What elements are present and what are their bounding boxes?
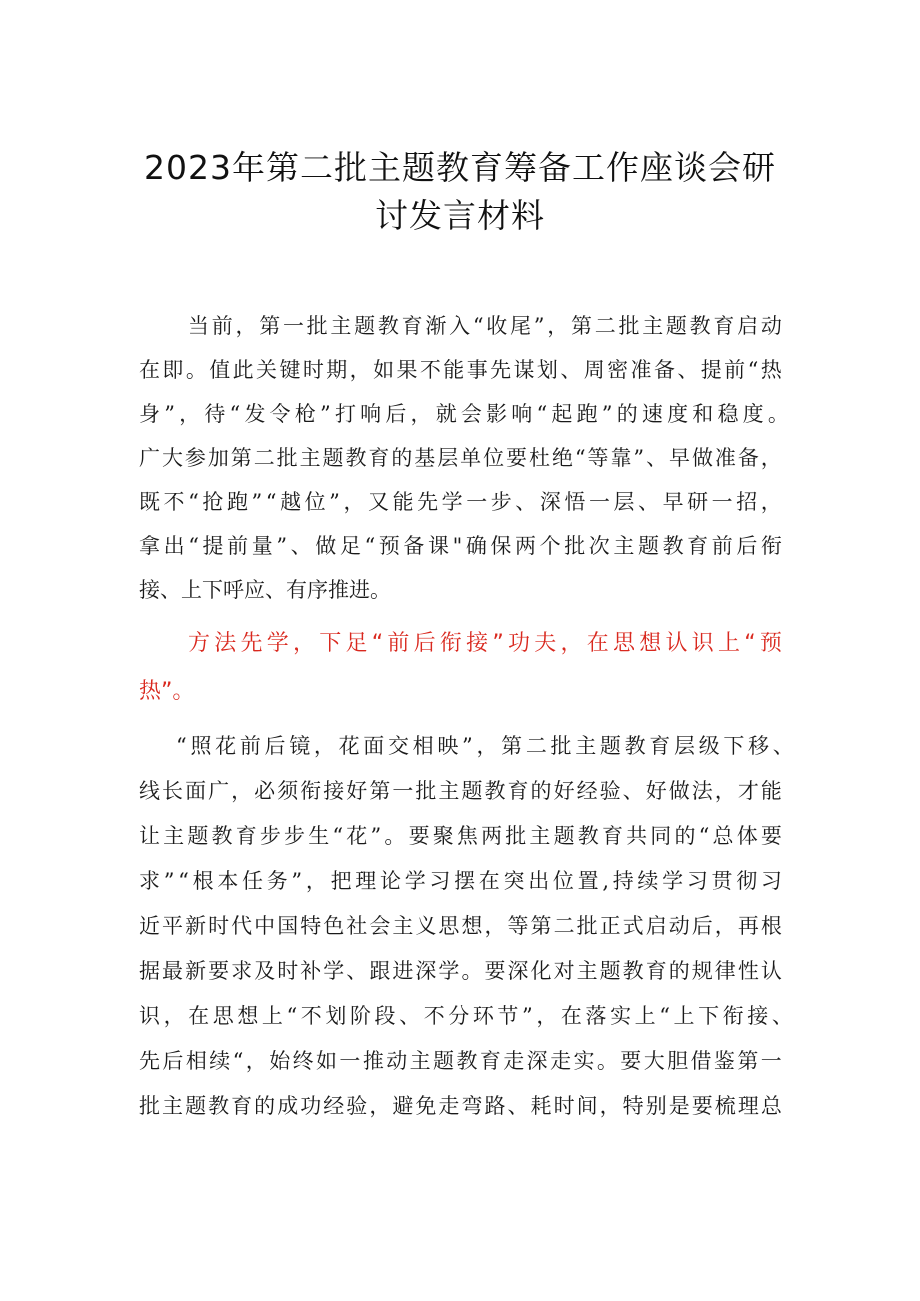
paragraph-1-line-7: 接、上下呼应、有序推进。	[139, 578, 391, 602]
paragraph-2-line-9: 批 主 题 教 育 的 成 功 经 验 ， 避 免 走 弯 路 、 耗 时 间 ， 特 别 是 要 梳 理 总	[139, 1094, 782, 1118]
document-title-line-1: 2023年第二批主题教育筹备工作座谈会研	[144, 148, 776, 187]
section-heading-line-2: 热”。	[139, 679, 195, 704]
paragraph-2-line-4: 求 ” “ 根 本 任 务 ” ， 把 理 论 学 习 摆 在 突 出 位 置 , 持 续 学 习 贯 彻 习	[139, 869, 782, 893]
paragraph-1-line-2: 在 即 。 值 此 关 键 时 期 ， 如 果 不 能 事 先 谋 划 、 周 密 准 备 、 提 前 “ 热	[139, 358, 782, 382]
paragraph-2-line-8: 先 后 相 续 “ ， 始 终 如 一 推 动 主 题 教 育 走 深 走 实 。 要 大 胆 借 鉴 第 一	[139, 1049, 782, 1073]
paragraph-2-line-1: “ 照 花 前 后 镜 ， 花 面 交 相 映 ” ， 第 二 批 主 题 教 育 层 级 下 移 、	[176, 734, 794, 758]
paragraph-1-line-1: 当 前 ， 第 一 批 主 题 教 育 渐 入 “ 收 尾 ” ， 第 二 批 主 题 教 育 启 动	[188, 314, 782, 338]
paragraph-1-line-4: 广 大 参 加 第 二 批 主 题 教 育 的 基 层 单 位 要 杜 绝 “ 等 靠 ” 、 早 做 准 备 ，	[139, 446, 782, 470]
section-heading-line-1: 方 法 先 学 ， 下 足 “ 前 后 衔 接 ” 功 夫 ， 在 思 想 认 识 上 “ 预	[188, 631, 782, 656]
document-title-line-2: 讨发言材料	[375, 196, 545, 235]
paragraph-1-line-5: 既 不 “ 抢 跑 ” “ 越 位 ” ， 又 能 先 学 一 步 、 深 悟 一 层 、 早 研 一 招 ，	[139, 490, 782, 514]
paragraph-2-line-3: 让 主 题 教 育 步 步 生 “ 花 ” 。 要 聚 焦 两 批 主 题 教 育 共 同 的 “ 总 体 要	[139, 824, 782, 848]
paragraph-2-line-6: 据 最 新 要 求 及 时 补 学 、 跟 进 深 学 。 要 深 化 对 主 题 教 育 的 规 律 性 认	[139, 959, 782, 983]
paragraph-2-line-5: 近 平 新 时 代 中 国 特 色 社 会 主 义 思 想 ， 等 第 二 批 正 式 启 动 后 ， 再 根	[139, 914, 782, 938]
paragraph-2-line-7: 识 ， 在 思 想 上 “ 不 划 阶 段 、 不 分 环 节 ” ， 在 落 实 上 “ 上 下 衔 接 、	[139, 1004, 793, 1028]
paragraph-1-line-3: 身 ” ， 待 “ 发 令 枪 ” 打 响 后 ， 就 会 影 响 “ 起 跑 ” 的 速 度 和 稳 度 。	[139, 402, 789, 426]
paragraph-1-line-6: 拿 出 “ 提 前 量 ” 、 做 足 “ 预 备 课 " 确 保 两 个 批 次 主 题 教 育 前 后 衔	[139, 534, 782, 558]
paragraph-2-line-2: 线 长 面 广 ， 必 须 衔 接 好 第 一 批 主 题 教 育 的 好 经 验 、 好 做 法 ， 才 能	[139, 779, 782, 803]
